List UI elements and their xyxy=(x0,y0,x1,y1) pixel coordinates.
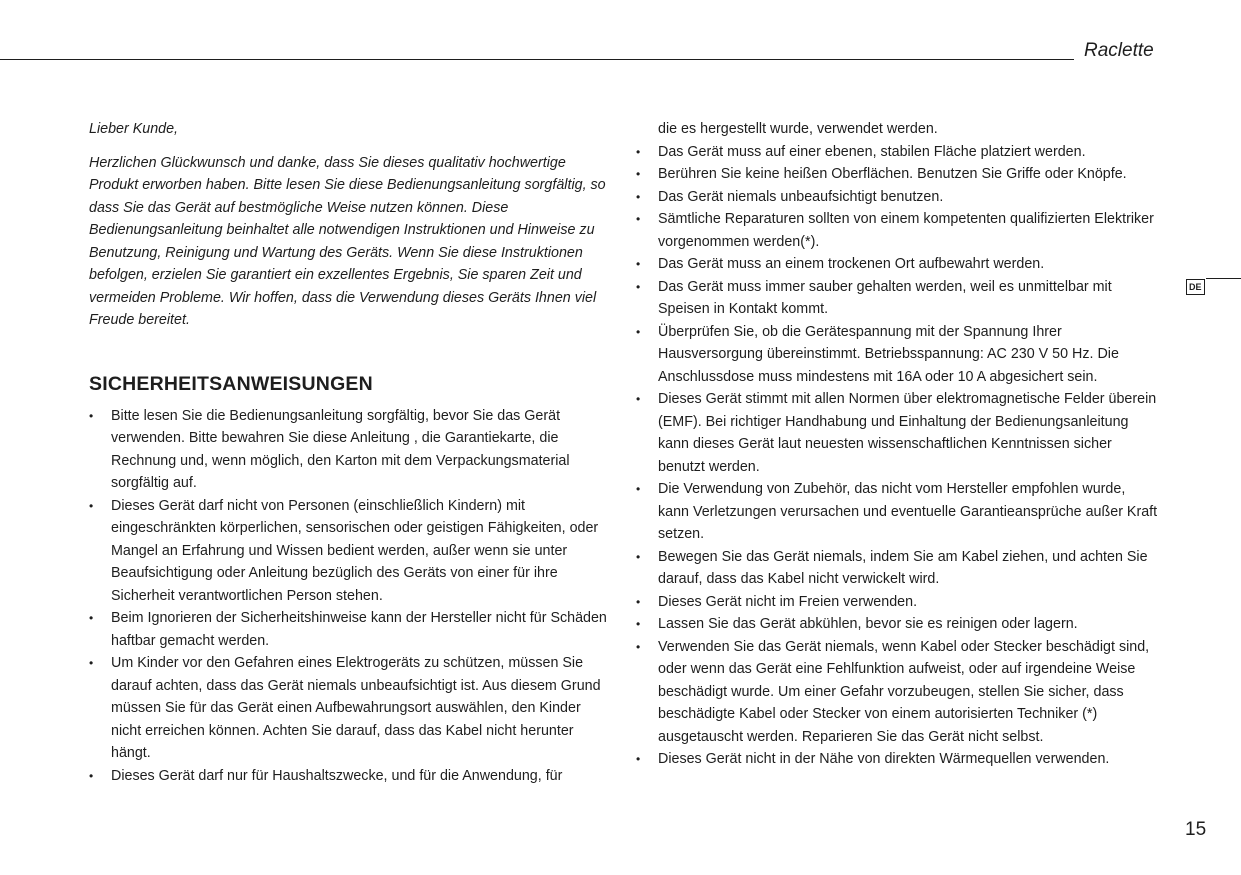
list-item: • Dieses Gerät nicht im Freien verwenden. xyxy=(636,591,1158,614)
list-item: • Dieses Gerät stimmt mit allen Normen über elektromagnetische Felder überein (EMF). Bei richtiger Handhabung und Einhaltung der Bedienungsanleitung kann dieses Gerät laut neuesten wissenschaftlichen Kenntnissen sicher benutzt werden. xyxy=(636,388,1158,478)
list-item: • Das Gerät niemals unbeaufsichtigt benutzen. xyxy=(636,186,1158,209)
header-rule xyxy=(0,59,1074,60)
list-item: • Bewegen Sie das Gerät niemals, indem Sie am Kabel ziehen, und achten Sie darauf, dass das Kabel nicht verwickelt wird. xyxy=(636,546,1158,591)
language-tab-line xyxy=(1206,278,1241,279)
left-column xyxy=(89,118,609,787)
list-item: • Das Gerät muss an einem trockenen Ort aufbewahrt werden. xyxy=(636,253,1158,276)
list-item: • Dieses Gerät nicht in der Nähe von direkten Wärmequellen verwenden. xyxy=(636,748,1158,771)
intro-greeting: Lieber Kunde, xyxy=(89,121,179,137)
section-title: SICHERHEITSANWEISUNGEN xyxy=(89,372,373,395)
list-item: • Beim Ignorieren der Sicherheitshinweise kann der Hersteller nicht für Schäden haftbar gemacht werden. xyxy=(89,607,609,652)
list-item: • Um Kinder vor den Gefahren eines Elektrogeräts zu schützen, müssen Sie darauf achten, dass das Gerät niemals unbeaufsichtigt ist. Aus diesem Grund müssen Sie für das Gerät einen Aufbewahrungsort auswählen, den Kinder nicht erreichen können. Achten Sie darauf, dass das Kabel nicht herunter hängt. xyxy=(89,652,609,765)
header-title: Raclette xyxy=(1084,40,1154,61)
list-item-continuation: die es hergestellt wurde, verwendet werden. xyxy=(658,121,938,137)
safety-list-left xyxy=(89,405,609,788)
list-item: • Sämtliche Reparaturen sollten von einem kompetenten qualifizierten Elektriker vorgenommen werden(*). xyxy=(636,208,1158,253)
list-item: • Lassen Sie das Gerät abkühlen, bevor sie es reinigen oder lagern. xyxy=(636,613,1158,636)
safety-list-right xyxy=(636,118,1158,771)
intro xyxy=(89,118,609,332)
list-item: • Das Gerät muss auf einer ebenen, stabilen Fläche platziert werden. xyxy=(636,141,1158,164)
list-item: • Überprüfen Sie, ob die Gerätespannung mit der Spannung Ihrer Hausversorgung übereinstimmt. Betriebsspannung: AC 230 V 50 Hz. Die Anschlussdose muss mindestens mit 16A oder 10 A abgesichert sein. xyxy=(636,321,1158,389)
list-item: • Verwenden Sie das Gerät niemals, wenn Kabel oder Stecker beschädigt sind, oder wenn das Gerät eine Fehlfunktion aufweist, oder auf irgendeine Weise beschädigt wurde. Um einer Gefahr vorzubeugen, stellen Sie sicher, dass beschädigte Kabel oder Stecker von einem autorisierten Techniker (*) ausgetauscht werden. Reparieren Sie das Gerät nicht selbst. xyxy=(636,636,1158,749)
list-item: • Das Gerät muss immer sauber gehalten werden, weil es unmittelbar mit Speisen in Kontakt kommt. xyxy=(636,276,1158,321)
page-number: 15 xyxy=(1185,819,1207,840)
list-item: • Bitte lesen Sie die Bedienungsanleitung sorgfältig, bevor Sie das Gerät verwenden. Bitte bewahren Sie diese Anleitung , die Garantiekarte, die Rechnung und, wenn möglich, den Karton mit dem Verpackungsmaterial sorgfältig auf. xyxy=(89,405,609,495)
intro-paragraph: Herzlichen Glückwunsch und danke, dass Sie dieses qualitativ hochwertige Produkt erworben haben. Bitte lesen Sie diese Bedienungsanleitung sorgfältig, so dass Sie das Gerät auf bestmögliche Weise nutzen können. Diese Bedienungsanleitung beinhaltet alle notwendigen Instruktionen und Hinweise zu Benutzung, Reinigung und Wartung des Geräts. Wenn Sie diese Instruktionen befolgen, erzielen Sie garantiert ein exzellentes Ergebnis, Sie sparen Zeit und vermeiden Probleme. Wir hoffen, dass die Verwendung dieses Geräts Ihnen viel Freude bereitet. xyxy=(89,154,606,328)
list-item: • Dieses Gerät darf nicht von Personen (einschließlich Kindern) mit eingeschränkten körperlichen, sensorischen oder geistigen Fähigkeiten, oder Mangel an Erfahrung und Wissen bedient werden, außer wenn sie unter Beaufsichtigung oder Anleitung bezüglich des Geräts von einer für ihre Sicherheit verantwortlichen Person stehen. xyxy=(89,495,609,608)
right-column xyxy=(636,118,1158,771)
list-item: • Berühren Sie keine heißen Oberflächen. Benutzen Sie Griffe oder Knöpfe. xyxy=(636,163,1158,186)
language-tab: DE xyxy=(1186,279,1205,295)
list-item: • Dieses Gerät darf nur für Haushaltszwecke, und für die Anwendung, für xyxy=(89,765,609,788)
list-item: • Die Verwendung von Zubehör, das nicht vom Hersteller empfohlen wurde, kann Verletzungen verursachen und eventuelle Garantieansprüche außer Kraft setzen. xyxy=(636,478,1158,546)
